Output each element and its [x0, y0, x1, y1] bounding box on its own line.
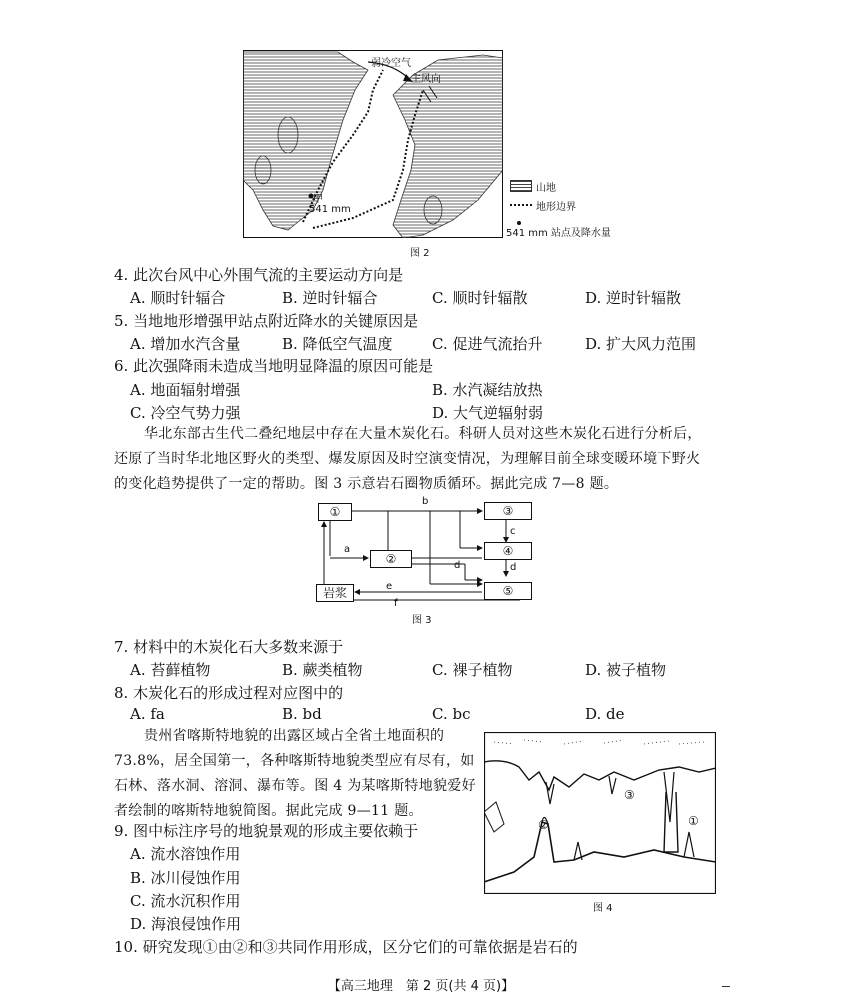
q7-option-d[interactable]: D. 被子植物 — [585, 661, 667, 679]
passage-7-8-line-1: 华北东部古生代二叠纪地层中存在大量木炭化石。科研人员对这些木炭化石进行分析后， — [144, 426, 702, 442]
q7-option-a[interactable]: A. 苔藓植物 — [130, 661, 211, 679]
q8-option-d[interactable]: D. de — [585, 705, 625, 723]
arrow-label-e: e — [386, 581, 393, 592]
q4-option-c[interactable]: C. 顺时针辐散 — [432, 289, 528, 307]
wind-direction-label: 主风向 — [411, 74, 441, 85]
figure-3-caption: 图 3 — [412, 615, 432, 626]
passage-9-11-line-3: 石林、落水洞、溶洞、瀑布等。图 4 为某喀斯特地貌爱好 — [114, 778, 476, 794]
question-4-stem: 4. 此次台风中心外围气流的主要运动方向是 — [114, 266, 404, 284]
q6-option-d[interactable]: D. 大气逆辐射弱 — [432, 404, 544, 422]
question-7-stem: 7. 材料中的木炭化石大多数来源于 — [114, 638, 344, 656]
question-9-stem: 9. 图中标注序号的地貌景观的形成主要依赖于 — [114, 822, 419, 840]
figure-4-caption: 图 4 — [593, 903, 613, 914]
arrow-label-d1: d — [454, 560, 461, 571]
karst-landform-drawing — [484, 732, 716, 894]
rock-box-3: ③ — [484, 502, 532, 520]
legend-boundary-label: 地形边界 — [536, 202, 576, 213]
q5-option-d[interactable]: D. 扩大风力范围 — [585, 335, 697, 353]
rock-box-2: ② — [370, 550, 412, 568]
figure-2-map — [243, 50, 503, 238]
q8-option-b[interactable]: B. bd — [282, 705, 322, 723]
legend-station-label: 541 mm 站点及降水量 — [506, 228, 611, 239]
legend-mountain-label: 山地 — [536, 183, 556, 194]
passage-9-11-line-2: 73.8%，居全国第一，各种喀斯特地貌类型应有尽有，如 — [114, 753, 475, 769]
page-footer: 【高三地理 第 2 页(共 4 页)】 — [327, 979, 515, 994]
q9-option-c[interactable]: C. 流水沉积作用 — [130, 892, 241, 910]
magma-box: 岩浆 — [316, 584, 354, 602]
passage-7-8-line-2: 还原了当时华北地区野火的类型、爆发原因及时空演变情况，为理解目前全球变暖环境下野火 — [114, 451, 701, 467]
passage-7-8 — [114, 422, 729, 497]
karst-marker-2: ② — [538, 818, 549, 832]
arrow-label-a: a — [344, 544, 351, 555]
q6-option-a[interactable]: A. 地面辐射增强 — [130, 381, 241, 399]
question-6-stem: 6. 此次强降雨未造成当地明显降温的原因可能是 — [114, 357, 434, 375]
question-10-stem: 10. 研究发现①由②和③共同作用形成，区分它们的可靠依据是岩石的 — [114, 938, 578, 956]
q4-option-a[interactable]: A. 顺时针辐合 — [130, 289, 226, 307]
rock-box-1: ① — [318, 503, 352, 521]
q8-option-c[interactable]: C. bc — [432, 705, 471, 723]
q8-option-a[interactable]: A. fa — [130, 705, 165, 723]
q6-option-b[interactable]: B. 水汽凝结放热 — [432, 381, 543, 399]
q9-option-b[interactable]: B. 冰川侵蚀作用 — [130, 869, 241, 887]
station-rainfall-label: 541 mm — [309, 204, 351, 215]
q5-option-a[interactable]: A. 增加水汽含量 — [130, 335, 241, 353]
passage-7-8-line-3: 的变化趋势提供了一定的帮助。图 3 示意岩石圈物质循环。据此完成 7—8 题。 — [114, 476, 619, 492]
q7-option-b[interactable]: B. 蕨类植物 — [282, 661, 363, 679]
question-5-stem: 5. 当地地形增强甲站点附近降水的关键原因是 — [114, 312, 419, 330]
q5-option-b[interactable]: B. 降低空气温度 — [282, 335, 393, 353]
q4-option-b[interactable]: B. 逆时针辐合 — [282, 289, 378, 307]
passage-9-11-line-4: 者绘制的喀斯特地貌简图。据此完成 9—11 题。 — [114, 803, 423, 819]
q4-option-d[interactable]: D. 逆时针辐散 — [585, 289, 682, 307]
rock-box-5: ⑤ — [484, 582, 532, 600]
arrow-label-c: c — [510, 526, 516, 537]
question-8-stem: 8. 木炭化石的形成过程对应图中的 — [114, 684, 344, 702]
karst-marker-1: ① — [688, 814, 699, 828]
rock-box-4: ④ — [484, 542, 532, 560]
corner-mark — [722, 986, 730, 987]
figure-2-caption: 图 2 — [410, 248, 430, 259]
station-label: 甲 — [313, 194, 323, 205]
karst-marker-3: ③ — [624, 788, 635, 802]
typhoon-terrain-map — [243, 50, 503, 238]
figure-4-karst-sketch — [484, 732, 716, 894]
legend-mountain-swatch — [510, 180, 532, 192]
cold-air-label: 弱冷空气 — [371, 58, 411, 69]
arrow-label-b: b — [422, 496, 429, 507]
q9-option-a[interactable]: A. 流水溶蚀作用 — [130, 845, 241, 863]
q6-option-c[interactable]: C. 冷空气势力强 — [130, 404, 241, 422]
passage-9-11 — [114, 724, 479, 824]
q7-option-c[interactable]: C. 裸子植物 — [432, 661, 513, 679]
figure-3-rock-cycle — [310, 496, 540, 608]
q5-option-c[interactable]: C. 促进气流抬升 — [432, 335, 543, 353]
passage-9-11-line-1: 贵州省喀斯特地貌的出露区域占全省土地面积的 — [144, 728, 445, 744]
arrow-label-d2: d — [510, 562, 517, 573]
arrow-label-f: f — [394, 598, 398, 609]
legend-boundary-line — [510, 204, 532, 206]
q9-option-d[interactable]: D. 海浪侵蚀作用 — [130, 915, 242, 933]
figure-2-legend — [508, 172, 648, 242]
